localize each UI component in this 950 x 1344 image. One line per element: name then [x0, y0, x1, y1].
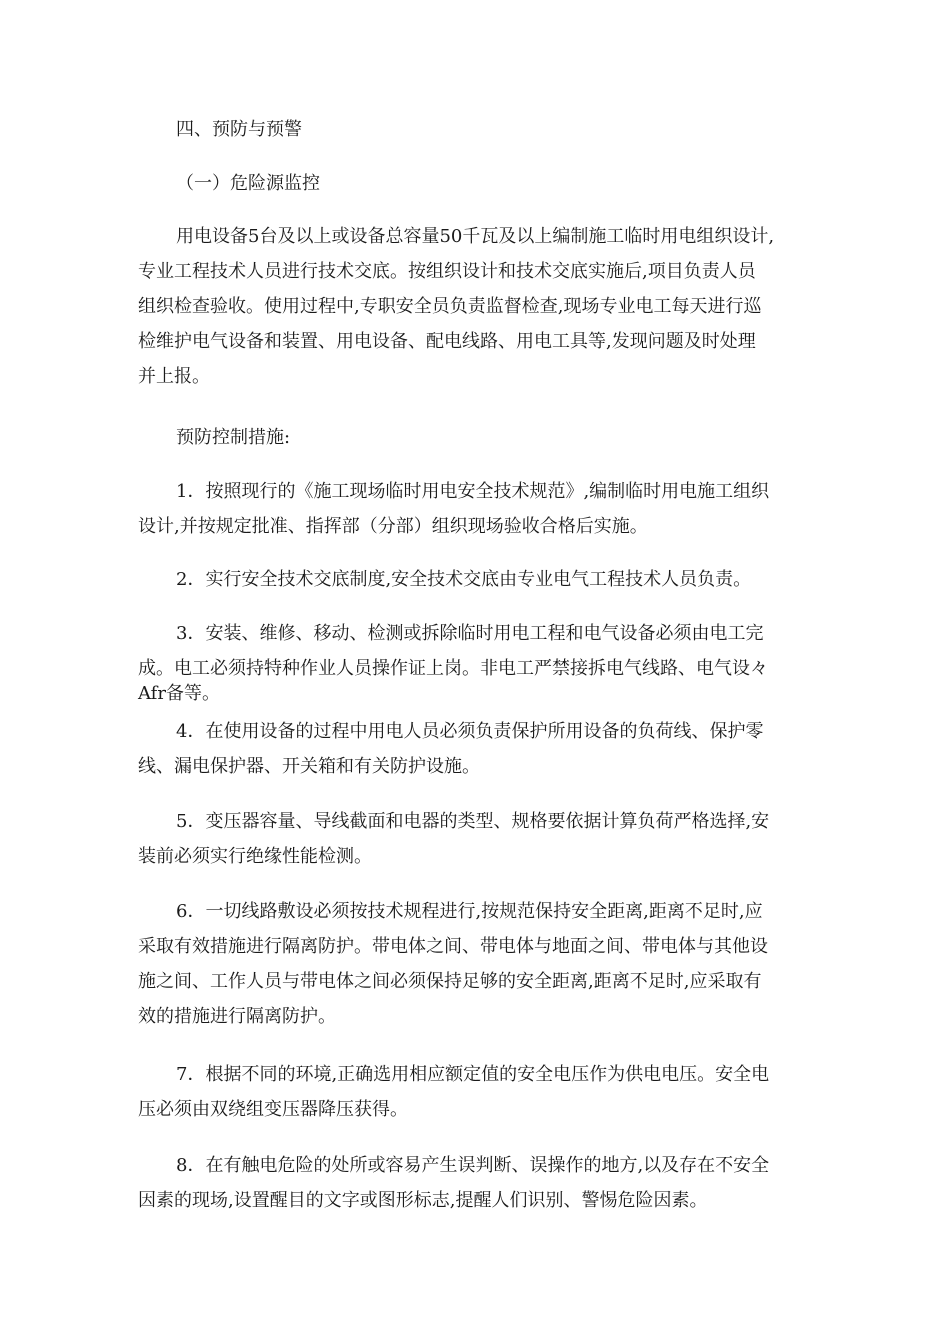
paragraph-line: 组织检查验收。使用过程中,专职安全员负责监督检查,现场专业电工每天进行巡	[138, 296, 762, 317]
paragraph-line: 6．一切线路敷设必须按技术规程进行,按规范保持安全距离,距离不足时,应	[176, 901, 763, 922]
paragraph-line: 7．根据不同的环境,正确选用相应额定值的安全电压作为供电电压。安全电	[176, 1064, 770, 1085]
paragraph-line: 8．在有触电危险的处所或容易产生误判断、误操作的地方,以及存在不安全	[176, 1155, 770, 1176]
subsection-heading	[138, 166, 838, 201]
paragraph-line: 检维护电气设备和装置、用电设备、配电线路、用电工具等,发现问题及时处理	[138, 331, 756, 352]
paragraph-line: 线、漏电保护器、开关箱和有关防护设施。	[138, 756, 480, 777]
paragraph-line: 因素的现场,设置醒目的文字或图形标志,提醒人们识别、警惕危险因素。	[138, 1190, 708, 1211]
paragraph-line: 专业工程技术人员进行技术交底。按组织设计和技术交底实施后,项目负责人员	[138, 261, 756, 282]
measure-item-3	[138, 616, 838, 711]
section-heading-text: 四、预防与预警	[176, 119, 302, 140]
paragraph-line: 成。电工必须持特种作业人员操作证上岗。非电工严禁接拆电气线路、电气设々	[138, 658, 768, 679]
measures-title-text: 预防控制措施:	[176, 427, 291, 448]
measures-title	[138, 420, 838, 455]
paragraph-line: 装前必须实行绝缘性能检测。	[138, 846, 372, 867]
paragraph-line: 并上报。	[138, 366, 210, 387]
paragraph-line: 4．在使用设备的过程中用电人员必须负责保护所用设备的负荷线、保护零	[176, 721, 764, 742]
paragraph-line: 采取有效措施进行隔离防护。带电体之间、带电体与地面之间、带电体与其他设	[138, 936, 768, 957]
measure-item-2	[138, 562, 838, 597]
intro-paragraph	[138, 219, 838, 394]
paragraph-line: 5．变压器容量、导线截面和电器的类型、规格要依据计算负荷严格选择,安	[176, 811, 770, 832]
section-heading	[138, 112, 838, 147]
paragraph-line: 压必须由双绕组变压器降压获得。	[138, 1099, 408, 1120]
paragraph-line: 1．按照现行的《施工现场临时用电安全技术规范》,编制临时用电施工组织	[176, 481, 770, 502]
paragraph-line: 2．实行安全技术交底制度,安全技术交底由专业电气工程技术人员负责。	[176, 569, 752, 590]
subsection-heading-text: （一）危险源监控	[176, 173, 320, 194]
measure-item-5	[138, 804, 838, 874]
measure-item-8	[138, 1148, 838, 1218]
paragraph-line: 用电设备5台及以上或设备总容量50千瓦及以上编制施工临时用电组织设计,	[176, 226, 775, 247]
paragraph-line: 效的措施进行隔离防护。	[138, 1006, 336, 1027]
measure-item-7	[138, 1057, 838, 1127]
measure-item-4	[138, 714, 838, 784]
paragraph-line: 3．安装、维修、移动、检测或拆除临时用电工程和电气设备必须由电工完	[176, 623, 764, 644]
measure-item-6	[138, 894, 838, 1034]
measure-item-1	[138, 474, 838, 544]
paragraph-line: 施之间、工作人员与带电体之间必须保持足够的安全距离,距离不足时,应采取有	[138, 971, 762, 992]
paragraph-line: 设计,并按规定批准、指挥部（分部）组织现场验收合格后实施。	[138, 516, 648, 537]
paragraph-line: Afr备等。	[138, 683, 220, 704]
